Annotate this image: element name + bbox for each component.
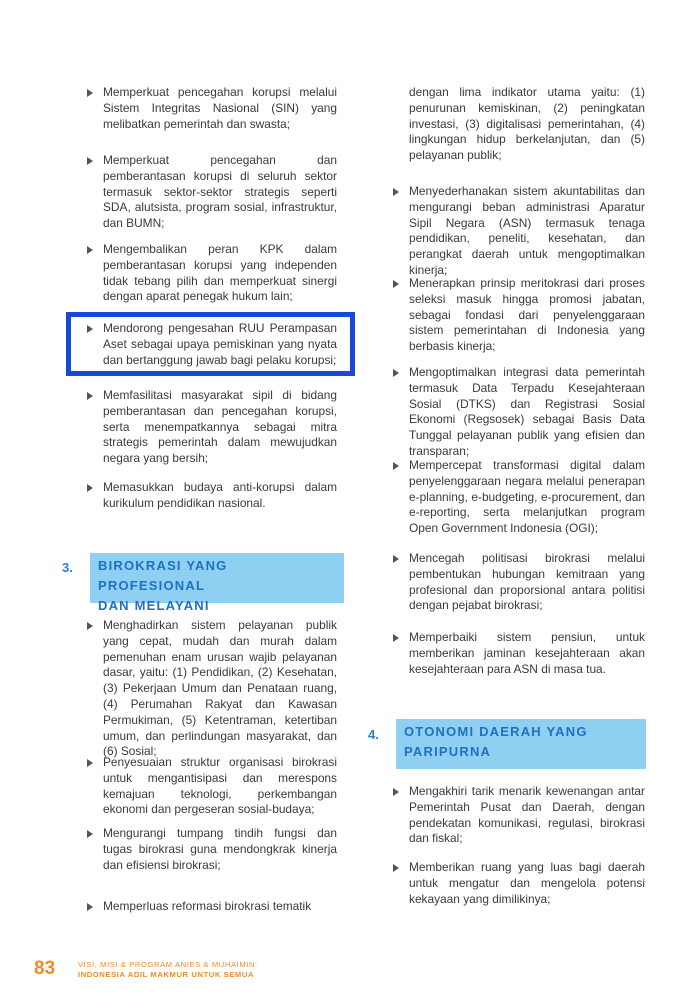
list-item: Mempercepat transformasi digital dalam penyelenggaraan negara melalui penerapan e-planning, e-budgeting, e-procurement, dan e-reporting, serta melanjutkan program Open Government Indonesia (OGI); [391, 458, 645, 537]
triangle-bullet-icon [87, 246, 93, 254]
list-item: Memperbaiki sistem pensiun, untuk memberikan jaminan kesejahteraan akan kesejahteraan para ASN di masa tua. [391, 630, 645, 677]
triangle-bullet-icon [87, 622, 93, 630]
section-title-line: DAN MELAYANI [98, 598, 210, 613]
list-item: Menyederhanakan sistem akuntabilitas dan mengurangi beban administrasi Aparatur Sipil Negara (ASN) termasuk tenaga pendidikan, peneliti, kesehatan, dan perangkat daerah untuk mengoptimalkan kinerja; [391, 184, 645, 279]
triangle-bullet-icon [393, 462, 399, 470]
list-item: Mencegah politisasi birokrasi melalui pembentukan hubungan kemitraan yang profesional dan proporsional antara politisi dengan pejabat birokrasi; [391, 551, 645, 614]
triangle-bullet-icon [393, 188, 399, 196]
section-heading [396, 719, 646, 769]
triangle-bullet-icon [393, 369, 399, 377]
triangle-bullet-icon [393, 555, 399, 563]
triangle-bullet-icon [393, 788, 399, 796]
footer-line: INDONESIA ADIL MAKMUR UNTUK SEMUA [78, 970, 255, 979]
list-item: Memperkuat pencegahan korupsi melalui Sistem Integritas Nasional (SIN) yang melibatkan pemerintah dan swasta; [85, 85, 337, 132]
section-title-line: PARIPURNA [404, 744, 492, 759]
footer-line: VISI, MISI & PROGRAM ANIES & MUHAIMIN: [78, 960, 258, 969]
page-number: 83 [34, 958, 56, 979]
section-number: 4. [368, 727, 379, 742]
triangle-bullet-icon [87, 903, 93, 911]
section-heading [90, 553, 344, 613]
list-item: Mengoptimalkan integrasi data pemerintah termasuk Data Terpadu Kesejahteraan Sosial (DTKS) dan Registrasi Sosial Ekonomi (Regsosek) sebagai Basis Data Tunggal pelayanan publik yang efisien dan transparan; [391, 365, 645, 460]
triangle-bullet-icon [393, 280, 399, 288]
section-title-line: OTONOMI DAERAH YANG [404, 724, 588, 739]
list-item: Memfasilitasi masyarakat sipil di bidang pemberantasan dan pencegahan korupsi, serta menempatkannya sebagai mitra strategis pemerintah dalam mewujudkan negara yang bersih; [85, 388, 337, 467]
list-item-highlighted: Mendorong pengesahan RUU Perampasan Aset sebagai upaya pemiskinan yang nyata dan bertanggung jawab bagi pelaku korupsi; [85, 321, 337, 368]
triangle-bullet-icon [87, 830, 93, 838]
triangle-bullet-icon [393, 634, 399, 642]
list-item: Penyesuaian struktur organisasi birokrasi untuk mengantisipasi dan merespons kemajuan teknologi, perkembangan ekonomi dan pergeseran sosial-budaya; [85, 755, 337, 818]
triangle-bullet-icon [393, 864, 399, 872]
list-item: Mengakhiri tarik menarik kewenangan antar Pemerintah Pusat dan Daerah, dengan pendekatan komunikasi, regulasi, birokrasi dan fiskal; [391, 784, 645, 847]
list-item: Mengembalikan peran KPK dalam pemberantasan korupsi yang independen tidak tebang pilih dan memperkuat sinergi dengan aparat penegak hukum lain; [85, 242, 337, 305]
footer-title [78, 960, 258, 980]
list-item: Menghadirkan sistem pelayanan publik yang cepat, mudah dan murah dalam pemenuhan enam urusan wajib pelayanan dasar, yaitu: (1) Pendidikan, (2) Kesehatan, (3) Pekerjaan Umum dan Penataan ruang, (4) Perumahan Rakyat dan Kawasan Permukiman, (5) Ketentraman, ketertiban umum, dan perlindungan masyarakat, dan (6) Sosial; [85, 618, 337, 760]
triangle-bullet-icon [87, 89, 93, 97]
list-item-continuation: dengan lima indikator utama yaitu: (1) penurunan kemiskinan, (2) peningkatan investasi, (3) digitalisasi pemerintahan, (4) lingkungan hidup berkelanjutan, dan (5) pelayanan publik; [409, 85, 645, 163]
list-item: Memperluas reformasi birokrasi tematik [85, 899, 337, 915]
triangle-bullet-icon [87, 759, 93, 767]
list-item: Memasukkan budaya anti-korupsi dalam kurikulum pendidikan nasional. [85, 480, 337, 512]
list-item: Menerapkan prinsip meritokrasi dari proses seleksi masuk hingga promosi jabatan, sebagai fondasi dari penyelenggaraan sistem pemerintahan di Indonesia yang berbasis kinerja; [391, 276, 645, 355]
section-number: 3. [62, 560, 73, 575]
list-item: Mengurangi tumpang tindih fungsi dan tugas birokrasi guna mendongkrak kinerja dan efisiensi birokrasi; [85, 826, 337, 873]
highlight-box [66, 312, 355, 376]
section-title-line: BIROKRASI YANG PROFESIONAL [98, 558, 228, 593]
list-item: Memberikan ruang yang luas bagi daerah untuk mengatur dan mengelola potensi kekayaan yang dimilikinya; [391, 860, 645, 907]
triangle-bullet-icon [87, 157, 93, 165]
triangle-bullet-icon [87, 484, 93, 492]
triangle-bullet-icon [87, 392, 93, 400]
list-item: Memperkuat pencegahan dan pemberantasan korupsi di seluruh sektor termasuk sektor-sektor strategis seperti SDA, alutsista, program sosial, infrastruktur, dan BUMN; [85, 153, 337, 232]
